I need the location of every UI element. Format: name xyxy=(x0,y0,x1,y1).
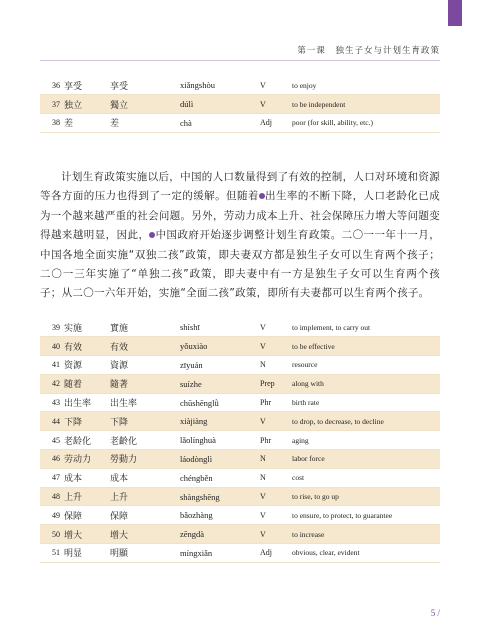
vocab-number: 39 xyxy=(52,322,60,332)
vocab-number: 48 xyxy=(40,487,62,506)
vocab-traditional: 隨著 xyxy=(108,374,178,393)
vocab-traditional: 出生率 xyxy=(110,399,138,410)
vocab-traditional: 保障 xyxy=(110,511,129,522)
vocab-number: 45 xyxy=(52,435,60,445)
vocab-traditional: 實施 xyxy=(110,323,129,334)
header-divider xyxy=(40,60,440,61)
vocab-number: 42 xyxy=(40,374,62,393)
vocab-simplified: 随着 xyxy=(62,374,108,393)
vocab-traditional: 差 xyxy=(110,119,120,130)
vocab-number: 46 xyxy=(40,450,62,469)
vocab-number: 41 xyxy=(52,360,60,370)
vocab-english: to be independent xyxy=(290,95,440,114)
vocab-pinyin: chūshēnglǜ xyxy=(180,397,219,408)
vocab-number: 43 xyxy=(52,398,60,408)
vocab-row xyxy=(40,450,440,469)
vocab-part-of-speech: Prep xyxy=(258,374,290,393)
vocab-english: aging xyxy=(292,435,309,445)
vocab-row xyxy=(40,525,440,544)
vocab-row xyxy=(40,95,440,114)
vocab-part-of-speech: V xyxy=(258,337,290,356)
vocab-part-of-speech: V xyxy=(258,412,290,431)
vocab-row xyxy=(40,356,440,375)
vocab-row xyxy=(40,412,440,431)
vocab-simplified: 有效 xyxy=(62,337,108,356)
vocab-pinyin: suízhe xyxy=(178,374,258,393)
vocab-part-of-speech: V xyxy=(258,487,290,506)
main-paragraph xyxy=(40,168,440,304)
vocab-traditional: 獨立 xyxy=(108,95,178,114)
vocab-row xyxy=(40,393,440,412)
vocab-traditional: 勞動力 xyxy=(108,450,178,469)
vocab-traditional: 老齡化 xyxy=(110,436,138,447)
vocab-number: 47 xyxy=(52,473,60,483)
vocab-traditional: 有效 xyxy=(108,337,178,356)
vocab-pinyin: chà xyxy=(180,117,192,128)
vocab-row xyxy=(40,337,440,356)
vocab-english: along with xyxy=(290,374,440,393)
vocab-part-of-speech: V xyxy=(260,510,266,520)
vocab-pinyin: shíshī xyxy=(180,322,200,333)
vocab-pinyin: xiǎngshòu xyxy=(180,80,215,91)
vocab-number: 49 xyxy=(52,510,60,520)
vocab-english: to increase xyxy=(290,525,440,544)
page-header xyxy=(291,44,440,56)
vocab-pinyin: zīyuán xyxy=(180,359,203,370)
vocab-number: 36 xyxy=(52,80,60,90)
vocab-pinyin: xiàjiàng xyxy=(178,412,258,431)
vocab-number: 38 xyxy=(52,118,60,128)
vocab-english: to rise, to go up xyxy=(290,487,440,506)
vocab-traditional: 成本 xyxy=(110,474,129,485)
paragraph-part-2: 出生率的不断下降，人口老龄化已成为一个越来越严重的社会问题。另外，劳动力成本上升、社会保障压力增大等问题变得越来越明显，因此， xyxy=(40,190,440,242)
vocab-part-of-speech: N xyxy=(258,450,290,469)
vocab-table-1 xyxy=(40,76,440,133)
vocab-number: 40 xyxy=(40,337,62,356)
vocab-simplified: 差 xyxy=(64,119,74,130)
vocab-part-of-speech: V xyxy=(258,525,290,544)
vocab-part-of-speech: N xyxy=(260,360,266,370)
vocab-traditional: 享受 xyxy=(110,81,129,92)
vocab-english: to drop, to decrease, to decline xyxy=(290,412,440,431)
vocab-pinyin: míngxiǎn xyxy=(180,547,213,558)
vocab-english: poor (for skill, ability, etc.) xyxy=(292,118,373,128)
vocab-row xyxy=(40,76,440,95)
vocab-row xyxy=(40,468,440,487)
paragraph-part-3: 中国政府开始逐步调整计划生育政策。二〇一一年十一月，中国各地全面实施“双独二孩”政策，即夫妻双方都是独生子女可以生育两个孩子；二〇一三年实施了“单独二孩”政策，即夫妻中有一方是独生子女可以生育两个孩子；从二〇一六年开始，实施“全面二孩”政策，即所有夫妻都可以生育两个孩子。 xyxy=(40,229,440,300)
vocab-english: to ensure, to protect, to guarantee xyxy=(292,510,393,520)
vocab-english: to implement, to carry out xyxy=(292,322,371,332)
vocab-number: 44 xyxy=(40,412,62,431)
vocab-english: cost xyxy=(292,473,305,483)
vocab-simplified: 资源 xyxy=(64,361,83,372)
vocab-row xyxy=(40,506,440,525)
vocab-traditional: 上升 xyxy=(108,487,178,506)
lesson-label: 第一课 xyxy=(297,46,326,56)
vocab-english: labor force xyxy=(290,450,440,469)
vocab-pinyin: shàngshēng xyxy=(178,487,258,506)
vocab-table-2 xyxy=(40,318,440,563)
vocab-part-of-speech: Adj xyxy=(260,118,272,128)
vocab-simplified: 明显 xyxy=(64,549,83,560)
vocab-simplified: 增大 xyxy=(62,525,108,544)
vocab-pinyin: láodònglì xyxy=(178,450,258,469)
vocab-number: 50 xyxy=(40,525,62,544)
vocab-number: 37 xyxy=(40,95,62,114)
vocab-simplified: 保障 xyxy=(64,511,83,522)
vocab-pinyin: chéngběn xyxy=(180,472,213,483)
vocab-part-of-speech: Adj xyxy=(260,548,272,558)
vocab-part-of-speech: V xyxy=(260,322,266,332)
chapter-tab xyxy=(448,0,462,26)
vocab-simplified: 上升 xyxy=(62,487,108,506)
vocab-simplified: 独立 xyxy=(62,95,108,114)
vocab-pinyin: lǎolínghuà xyxy=(180,435,216,446)
vocab-english: obvious, clear, evident xyxy=(292,548,360,558)
paragraph-part-1: 计划生育政策实施以后，中国的人口数量得到了有效的控制，人口对环境和资源等各方面的压力也得到了一定的缓解。但随着 xyxy=(40,171,440,203)
vocab-simplified: 老龄化 xyxy=(64,436,92,447)
vocab-simplified: 实施 xyxy=(64,323,83,334)
vocab-part-of-speech: Phr xyxy=(260,398,272,408)
vocab-part-of-speech: N xyxy=(260,473,266,483)
vocab-english: to be effective xyxy=(290,337,440,356)
vocab-pinyin: bǎozhàng xyxy=(180,510,213,521)
vocab-number: 51 xyxy=(52,548,60,558)
vocab-row xyxy=(40,318,440,337)
vocab-english: resource xyxy=(292,360,318,370)
lesson-title: 独生子女与计划生育政策 xyxy=(335,46,440,56)
vocab-row xyxy=(40,114,440,133)
vocab-row xyxy=(40,431,440,450)
vocab-part-of-speech: V xyxy=(258,95,290,114)
page-number: 5 / xyxy=(430,608,440,618)
vocab-english: birth rate xyxy=(292,398,320,408)
vocab-pinyin: zēngdà xyxy=(178,525,258,544)
vocab-pinyin: yǒuxiào xyxy=(178,337,258,356)
vocab-row xyxy=(40,487,440,506)
vocab-traditional: 增大 xyxy=(108,525,178,544)
vocab-pinyin: dúlì xyxy=(178,95,258,114)
vocab-simplified: 下降 xyxy=(62,412,108,431)
vocab-part-of-speech: V xyxy=(260,80,266,90)
vocab-english: to enjoy xyxy=(292,80,317,90)
vocab-row xyxy=(40,544,440,563)
vocab-simplified: 劳动力 xyxy=(62,450,108,469)
vocab-part-of-speech: Phr xyxy=(260,435,272,445)
vocab-simplified: 成本 xyxy=(64,474,83,485)
vocab-traditional: 明顯 xyxy=(110,549,129,560)
vocab-traditional: 資源 xyxy=(110,361,129,372)
vocab-traditional: 下降 xyxy=(108,412,178,431)
vocab-simplified: 出生率 xyxy=(64,399,92,410)
vocab-row xyxy=(40,374,440,393)
vocab-simplified: 享受 xyxy=(64,81,83,92)
